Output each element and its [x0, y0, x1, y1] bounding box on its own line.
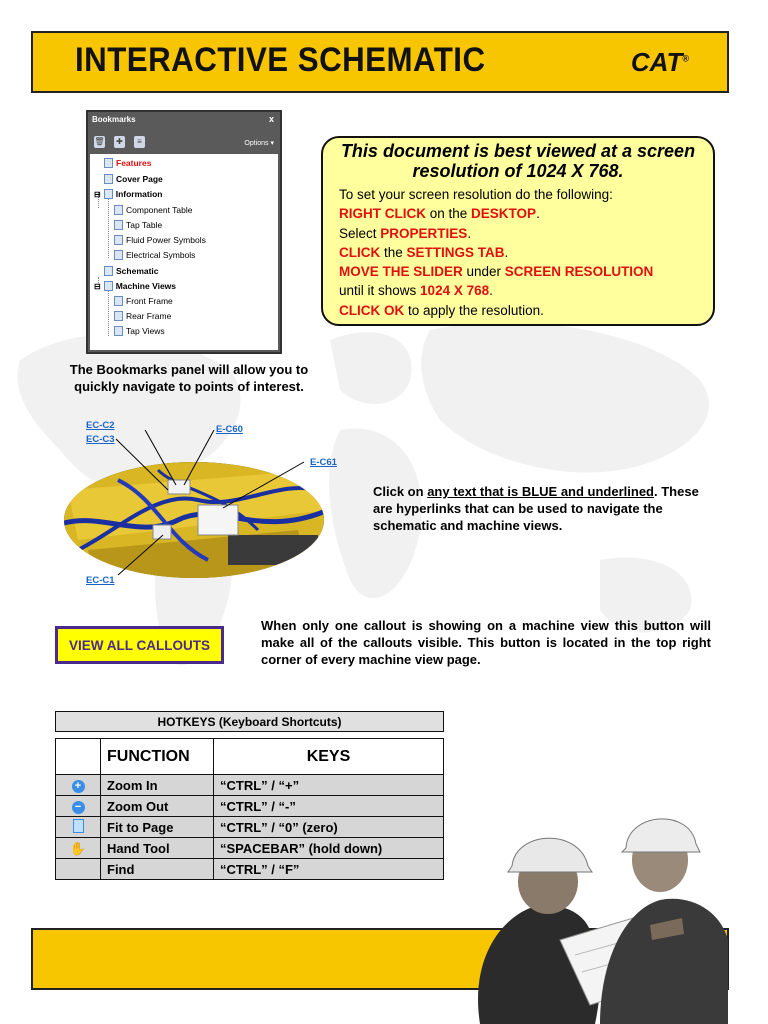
hotkeys-table: [55, 738, 444, 880]
page-icon: [114, 205, 123, 215]
bookmark-component-table[interactable]: Component Table: [114, 205, 192, 215]
view-all-caption: When only one callout is showing on a machine view this button will make all of the callouts visible. This button is located in the top right corner of every machine view page.: [261, 618, 711, 667]
new-bookmark-icon[interactable]: ✚: [114, 136, 125, 148]
callout-ec-c1-link[interactable]: EC-C1: [86, 575, 115, 586]
table-row: [56, 838, 444, 859]
page-icon: [104, 158, 113, 168]
bookmark-features[interactable]: Features: [104, 158, 151, 168]
keys-cell: “CTRL” / “F”: [214, 859, 444, 880]
fit-page-icon: [73, 819, 84, 833]
machine-view-illustration: [58, 430, 334, 590]
bookmark-cover-page[interactable]: Cover Page: [104, 174, 163, 184]
bookmark-tap-table[interactable]: Tap Table: [114, 220, 162, 230]
view-all-callouts-button[interactable]: VIEW ALL CALLOUTS: [55, 626, 224, 664]
resolution-note-body: To set your screen resolution do the following: RIGHT CLICK on the DESKTOP. Select PROPERTIES. CLICK the SETTINGS TAB. MOVE THE SLIDER under SCREEN RESOLUTION until it shows 1024 X 768. CLICK OK to apply the resolution.: [339, 187, 654, 318]
page-icon: [104, 266, 113, 276]
bookmarks-panel: [86, 110, 282, 354]
hotkeys-title: HOTKEYS (Keyboard Shortcuts): [55, 711, 444, 732]
keys-cell: “CTRL” / “-”: [214, 796, 444, 817]
bookmark-rear-frame[interactable]: Rear Frame: [114, 311, 171, 321]
function-cell: Fit to Page: [101, 817, 214, 838]
table-row: [56, 817, 444, 838]
resolution-note-heading: This document is best viewed at a screen resolution of 1024 X 768.: [340, 141, 696, 181]
table-row: [56, 775, 444, 796]
page-icon: [114, 326, 123, 336]
page-title: INTERACTIVE SCHEMATIC: [75, 41, 486, 79]
cat-logo: CAT®: [630, 47, 689, 77]
options-menu[interactable]: Options ▾: [244, 140, 274, 147]
keys-cell: “SPACEBAR” (hold down): [214, 838, 444, 859]
header-banner: [31, 31, 729, 93]
callout-e-c61-link[interactable]: E-C61: [310, 457, 337, 468]
keys-cell: “CTRL” / “0” (zero): [214, 817, 444, 838]
bookmark-electrical-symbols[interactable]: Electrical Symbols: [114, 250, 195, 260]
expand-bookmark-icon[interactable]: ≡: [134, 136, 145, 148]
bookmark-schematic[interactable]: Schematic: [104, 266, 159, 276]
bookmark-front-frame[interactable]: Front Frame: [114, 296, 173, 306]
page-icon: [114, 235, 123, 245]
column-header-function: FUNCTION: [101, 739, 214, 775]
hyperlink-caption: Click on any text that is BLUE and underlined. These are hyperlinks that can be used to navigate the schematic and machine views.: [373, 484, 699, 533]
function-cell: Zoom Out: [101, 796, 214, 817]
function-cell: Hand Tool: [101, 838, 214, 859]
hand-tool-icon: ✋: [69, 840, 87, 856]
table-row: [56, 796, 444, 817]
collapse-icon[interactable]: ⊟: [94, 189, 101, 199]
page-icon: [114, 311, 123, 321]
table-row: [56, 859, 444, 880]
keys-cell: “CTRL” / “+”: [214, 775, 444, 796]
function-cell: Find: [101, 859, 214, 880]
zoom-out-icon: −: [72, 801, 85, 814]
callout-e-c60-link[interactable]: E-C60: [216, 424, 243, 435]
bookmark-machine-views[interactable]: ⊟ Machine Views: [94, 281, 177, 291]
bookmarks-tree: [90, 154, 278, 350]
bookmarks-caption: The Bookmarks panel will allow you to quickly navigate to points of interest.: [69, 362, 309, 394]
bookmarks-panel-title: Bookmarks: [92, 115, 136, 124]
trash-icon[interactable]: 🗑: [94, 137, 105, 146]
page-icon: [104, 281, 113, 291]
page-icon: [104, 174, 113, 184]
page-icon: [104, 189, 113, 199]
table-header-row: [56, 739, 444, 775]
page-icon: [114, 220, 123, 230]
bookmark-information[interactable]: ⊟ Information: [94, 189, 163, 199]
zoom-in-icon: +: [72, 780, 85, 793]
callout-ec-c3-link[interactable]: EC-C3: [86, 434, 115, 445]
close-icon[interactable]: x: [268, 114, 274, 124]
resolution-note: [321, 136, 715, 326]
page-icon: [114, 296, 123, 306]
bookmark-tap-views[interactable]: Tap Views: [114, 326, 165, 336]
machine-view-image: [58, 430, 334, 590]
callout-ec-c2-link[interactable]: EC-C2: [86, 420, 115, 431]
column-header-keys: KEYS: [214, 739, 444, 775]
bookmark-fluid-power-symbols[interactable]: Fluid Power Symbols: [114, 235, 206, 245]
page-icon: [114, 250, 123, 260]
workers-photo: [450, 790, 728, 1024]
function-cell: Zoom In: [101, 775, 214, 796]
collapse-icon[interactable]: ⊟: [94, 281, 101, 291]
